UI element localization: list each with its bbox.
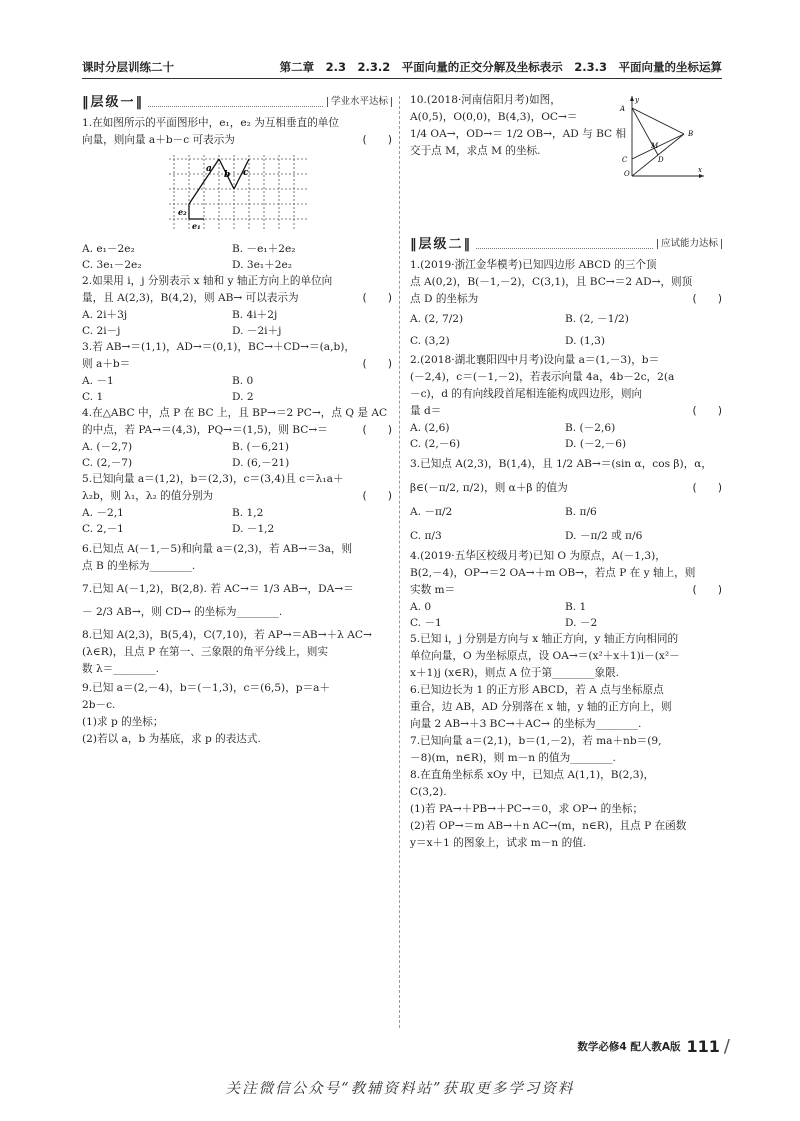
q4-option-c: C. (2,－7) bbox=[82, 457, 133, 469]
q5-options bbox=[82, 505, 392, 537]
level1-title: 层级一 bbox=[90, 94, 136, 110]
r6-line3: 向量 2 AB→＋3 BC→＋AC→ 的坐标为________. bbox=[410, 718, 642, 730]
level1-sub: 学业水平达标 bbox=[327, 97, 392, 107]
r3-line2-wrap bbox=[410, 476, 722, 500]
q4-line2-wrap bbox=[82, 422, 392, 439]
q5-option-a: A. －2,1 bbox=[82, 507, 124, 519]
r5-line2: 单位向量，O 为坐标原点，设 OA→＝(x²＋x＋1)i－(x²－ bbox=[410, 650, 680, 662]
r2-option-a: A. (2,6) bbox=[410, 422, 450, 434]
q7-line1: 7.已知 A(－1,2)，B(2,8). 若 AC→＝ 1/3 AB→，DA→＝ bbox=[82, 583, 354, 595]
q4-option-b: B. (－6,21) bbox=[232, 441, 289, 453]
r2-option-c: C. (2,－6) bbox=[410, 438, 461, 450]
page-number: 111 bbox=[686, 1037, 720, 1056]
q10-line3: 1/4 OA→，OD→＝ 1/2 OB→，AD 与 BC 相 bbox=[410, 128, 627, 140]
q4-line2: 的中点，若 PA→＝(4,3)，PQ→＝(1,5)，则 BC→＝ bbox=[82, 424, 328, 436]
q5-option-b: B. 1,2 bbox=[232, 507, 264, 519]
r3-bracket: ( ) bbox=[692, 482, 722, 494]
q6-line2: 点 B 的坐标为________. bbox=[82, 560, 196, 572]
r4-line2: B(2,－4)，OP→＝2 OA→＋m OB→，若点 P 在 y 轴上，则 bbox=[410, 567, 696, 579]
r8-line4: (2)若 OP→＝m AB→＋n AC→(m，n∈R)，且点 P 在函数 bbox=[410, 820, 687, 832]
level1-bars2: ‖ bbox=[135, 94, 143, 110]
r4-option-b: B. 1 bbox=[565, 601, 587, 613]
q1-option-d: D. 3e₁＋2e₂ bbox=[232, 259, 292, 271]
fig-label-d: D bbox=[658, 156, 664, 164]
label-e1: e₁ bbox=[192, 221, 201, 231]
r1-option-c: C. (3,2) bbox=[410, 335, 450, 347]
r8-line5: y＝x＋1 的图象上，试求 m－n 的值. bbox=[410, 837, 587, 849]
r4-line1: 4.(2019·五华区校级月考)已知 O 为原点，A(－1,3)， bbox=[410, 550, 666, 562]
r-question-6 bbox=[410, 682, 722, 733]
q8-line3: 数 λ＝________. bbox=[82, 663, 160, 675]
r4-option-a: A. 0 bbox=[410, 601, 432, 613]
question-2 bbox=[82, 273, 392, 307]
column-divider bbox=[399, 96, 400, 1028]
r3-option-b: B. π/6 bbox=[565, 506, 597, 518]
q1-grid-figure bbox=[164, 153, 314, 233]
q4-option-d: D. (6,－21) bbox=[232, 457, 290, 469]
q7-line2: － 2/3 AB→，则 CD→ 的坐标为________. bbox=[82, 606, 283, 618]
q2-line2-wrap bbox=[82, 290, 392, 307]
question-10 bbox=[410, 92, 722, 184]
r5-line1: 5.已知 i，j 分别是方向与 x 轴正方向，y 轴正方向相同的 bbox=[410, 633, 679, 645]
r8-line2: C(3,2). bbox=[410, 786, 447, 798]
question-8 bbox=[82, 627, 392, 678]
r3-option-c: C. π/3 bbox=[410, 530, 442, 542]
footer-slash: / bbox=[723, 1036, 730, 1057]
r4-line3-wrap bbox=[410, 582, 722, 599]
r1-option-a: A. (2, 7/2) bbox=[410, 313, 464, 325]
r1-option-d: D. (1,3) bbox=[565, 335, 605, 347]
q3-options bbox=[82, 373, 392, 405]
level2-sub: 应试能力达标 bbox=[657, 239, 722, 249]
level2-dots bbox=[476, 240, 653, 249]
r1-options bbox=[410, 308, 722, 352]
label-b: b bbox=[224, 170, 231, 180]
q1-option-a: A. e₁－2e₂ bbox=[82, 243, 135, 255]
q4-line1: 4.在△ABC 中，点 P 在 BC 上，且 BP→＝2 PC→，点 Q 是 AC bbox=[82, 407, 388, 419]
r1-line3-wrap bbox=[410, 291, 722, 308]
r4-options bbox=[410, 599, 722, 631]
r1-line3: 点 D 的坐标为 bbox=[410, 293, 479, 305]
q5-option-d: D. －1,2 bbox=[232, 523, 275, 535]
header-right: 第二章 2.3 2.3.2 平面向量的正交分解及坐标表示 2.3.3 平面向量的坐标运算 bbox=[279, 60, 722, 74]
segment-ab bbox=[632, 108, 684, 134]
q2-option-a: A. 2i＋3j bbox=[82, 309, 128, 321]
q1-line2: 向量，则向量 a＋b－c 可表示为 bbox=[82, 134, 235, 146]
r-question-2 bbox=[410, 352, 722, 420]
r2-line4: 量 d＝ bbox=[410, 405, 442, 417]
q2-options bbox=[82, 307, 392, 339]
r3-options bbox=[410, 500, 722, 548]
q2-option-c: C. 2i－j bbox=[82, 325, 121, 337]
label-a: a bbox=[206, 164, 212, 174]
fig-label-b: B bbox=[688, 130, 694, 138]
r5-line3: x＋1)j (x∈R)，则点 A 位于第________象限. bbox=[410, 667, 620, 679]
fig-label-x: x bbox=[698, 166, 702, 174]
q5-line2-wrap bbox=[82, 488, 392, 505]
r1-option-b: B. (2, －1/2) bbox=[565, 313, 629, 325]
level1-heading bbox=[82, 92, 392, 112]
q9-line2: 2b－c. bbox=[82, 699, 116, 711]
question-1 bbox=[82, 115, 392, 149]
r7-line1: 7.已知向量 a＝(2,1)，b＝(1,－2)，若 ma＋nb＝(9, bbox=[410, 735, 662, 747]
r-question-1 bbox=[410, 257, 722, 308]
r3-line2: β∈(－π/2, π/2)，则 α＋β 的值为 bbox=[410, 482, 568, 494]
q1-line1: 1.在如图所示的平面图形中，e₁，e₂ 为互相垂直的单位 bbox=[82, 117, 339, 129]
q2-line2: 量，且 A(2,3)，B(4,2)，则 AB→ 可以表示为 bbox=[82, 292, 299, 304]
r7-line2: －8)(m，n∈R)，则 m－n 的值为________. bbox=[410, 752, 616, 764]
question-9 bbox=[82, 680, 392, 748]
level2-heading bbox=[410, 234, 722, 254]
level2-bars: ‖ bbox=[410, 236, 417, 252]
fig-label-y: y bbox=[635, 96, 639, 104]
r4-option-c: C. －1 bbox=[410, 617, 442, 629]
q10-figure bbox=[618, 92, 708, 180]
q3-option-c: C. 1 bbox=[82, 391, 104, 403]
q5-line2: λ₂b，则 λ₁，λ₂ 的值分别为 bbox=[82, 490, 214, 502]
q3-option-d: D. 2 bbox=[232, 391, 254, 403]
question-4 bbox=[82, 405, 392, 439]
q1-option-c: C. 3e₁－2e₂ bbox=[82, 259, 142, 271]
r2-line1: 2.(2018·湖北襄阳四中月考)设向量 a＝(1,－3)，b＝ bbox=[410, 354, 660, 366]
r3-line1: 3.已知点 A(2,3)，B(1,4)，且 1/2 AB→＝(sin α，cos β)，α， bbox=[410, 458, 712, 470]
question-5 bbox=[82, 471, 392, 505]
r4-bracket: ( ) bbox=[692, 584, 722, 596]
header-left: 课时分层训练二十 bbox=[82, 60, 174, 74]
r1-line1: 1.(2019·浙江金华模考)已知四边形 ABCD 的三个顶 bbox=[410, 259, 657, 271]
r2-line4-wrap bbox=[410, 403, 722, 420]
q3-option-a: A. －1 bbox=[82, 375, 114, 387]
r4-line3: 实数 m＝ bbox=[410, 584, 456, 596]
level1-bars: ‖ bbox=[82, 94, 89, 110]
q6-line1: 6.已知点 A(－1,－5)和向量 a＝(2,3)，若 AB→＝3a，则 bbox=[82, 543, 353, 555]
q9-line3: (1)求 p 的坐标； bbox=[82, 716, 164, 728]
r2-line3: －c)，d 的有向线段首尾相连能构成四边形，则向 bbox=[410, 388, 643, 400]
q3-line2-wrap bbox=[82, 356, 392, 373]
r6-line1: 6.已知边长为 1 的正方形 ABCD，若 A 点与坐标原点 bbox=[410, 684, 664, 696]
q2-option-d: D. －2i＋j bbox=[232, 325, 282, 337]
q2-line1: 2.如果用 i，j 分别表示 x 轴和 y 轴正方向上的单位向 bbox=[82, 275, 333, 287]
q3-line1: 3.若 AB→＝(1,1)，AD→＝(0,1)，BC→＋CD→＝(a,b)， bbox=[82, 341, 355, 353]
level2-bars2: ‖ bbox=[463, 236, 471, 252]
q2-option-b: B. 4i＋2j bbox=[232, 309, 278, 321]
q2-bracket: ( ) bbox=[362, 292, 392, 304]
r-question-3 bbox=[410, 452, 722, 500]
q3-line2: 则 a＋b＝ bbox=[82, 358, 131, 370]
label-c: c bbox=[243, 168, 249, 178]
q8-line2: (λ∈R)，且点 P 在第一、三象限的角平分线上，则实 bbox=[82, 646, 328, 658]
page-header bbox=[82, 62, 722, 79]
r6-line2: 重合，边 AB，AD 分别落在 x 轴，y 轴的正方向上，则 bbox=[410, 701, 672, 713]
q4-option-a: A. (－2,7) bbox=[82, 441, 133, 453]
r3-option-a: A. －π/2 bbox=[410, 506, 453, 518]
q1-bracket: ( ) bbox=[362, 134, 392, 146]
q8-line1: 8.已知 A(2,3)，B(5,4)，C(7,10)，若 AP→＝AB→＋λ AC→ bbox=[82, 629, 372, 641]
q9-line4: (2)若以 a，b 为基底，求 p 的表达式. bbox=[82, 733, 261, 745]
r8-line1: 8.在直角坐标系 xOy 中，已知点 A(1,1)，B(2,3)， bbox=[410, 769, 655, 781]
label-e2: e₂ bbox=[178, 207, 187, 217]
fig-label-o: O bbox=[624, 170, 630, 178]
level1-dots bbox=[148, 98, 323, 107]
r-question-5 bbox=[410, 631, 722, 682]
q10-line2: A(0,5)，O(0,0)，B(4,3)，OC→＝ bbox=[410, 111, 578, 123]
r-question-7 bbox=[410, 733, 722, 767]
footer-book-title: 数学必修4 配人教A版 bbox=[577, 1040, 681, 1053]
r1-bracket: ( ) bbox=[692, 293, 722, 305]
fig-label-c: C bbox=[622, 156, 628, 164]
fig-label-a: A bbox=[620, 105, 626, 113]
r4-option-d: D. －2 bbox=[565, 617, 598, 629]
bottom-handwritten-note: 关注微信公众号“教辅资料站”获取更多学习资料 bbox=[225, 1081, 575, 1097]
right-column bbox=[410, 92, 722, 852]
vector-a bbox=[189, 159, 219, 204]
r2-option-b: B. (－2,6) bbox=[565, 422, 616, 434]
r3-option-d: D. －π/2 或 π/6 bbox=[565, 530, 643, 542]
q10-line1: 10.(2018·河南信阳月考)如图， bbox=[410, 94, 561, 106]
q4-bracket: ( ) bbox=[362, 424, 392, 436]
r2-options bbox=[410, 420, 722, 452]
r-question-8 bbox=[410, 767, 722, 852]
q9-line1: 9.已知 a＝(2,－4)，b＝(－1,3)，c＝(6,5)，p＝a＋ bbox=[82, 682, 331, 694]
q5-bracket: ( ) bbox=[362, 490, 392, 502]
r1-line2: 点 A(0,2)，B(－1,－2)，C(3,1)，且 BC→＝2 AD→，则顶 bbox=[410, 276, 693, 288]
question-7 bbox=[82, 581, 392, 621]
level2-title: 层级二 bbox=[418, 236, 464, 252]
q1-line2-wrap bbox=[82, 132, 392, 149]
page-footer bbox=[540, 1038, 730, 1056]
q4-options bbox=[82, 439, 392, 471]
r2-line2: (－2,4)，c＝(－1,－2)，若表示向量 4a，4b－2c，2(a bbox=[410, 371, 675, 383]
q5-option-c: C. 2,－1 bbox=[82, 523, 124, 535]
question-3 bbox=[82, 339, 392, 373]
q5-line1: 5.已知向量 a＝(1,2)，b＝(2,3)，c＝(3,4)且 c＝λ₁a＋ bbox=[82, 473, 344, 485]
q3-bracket: ( ) bbox=[362, 358, 392, 370]
left-column bbox=[82, 92, 392, 748]
question-6 bbox=[82, 541, 392, 575]
r2-option-d: D. (－2,－6) bbox=[565, 438, 627, 450]
q3-option-b: B. 0 bbox=[232, 375, 254, 387]
q10-line4: 交于点 M，求点 M 的坐标. bbox=[410, 145, 541, 157]
fig-label-m: M bbox=[651, 142, 659, 150]
q1-option-b: B. －e₁＋2e₂ bbox=[232, 243, 296, 255]
r8-line3: (1)若 PA→＋PB→＋PC→＝0，求 OP→ 的坐标； bbox=[410, 803, 644, 815]
r-question-4 bbox=[410, 548, 722, 599]
q1-options bbox=[82, 241, 392, 273]
r2-bracket: ( ) bbox=[692, 405, 722, 417]
